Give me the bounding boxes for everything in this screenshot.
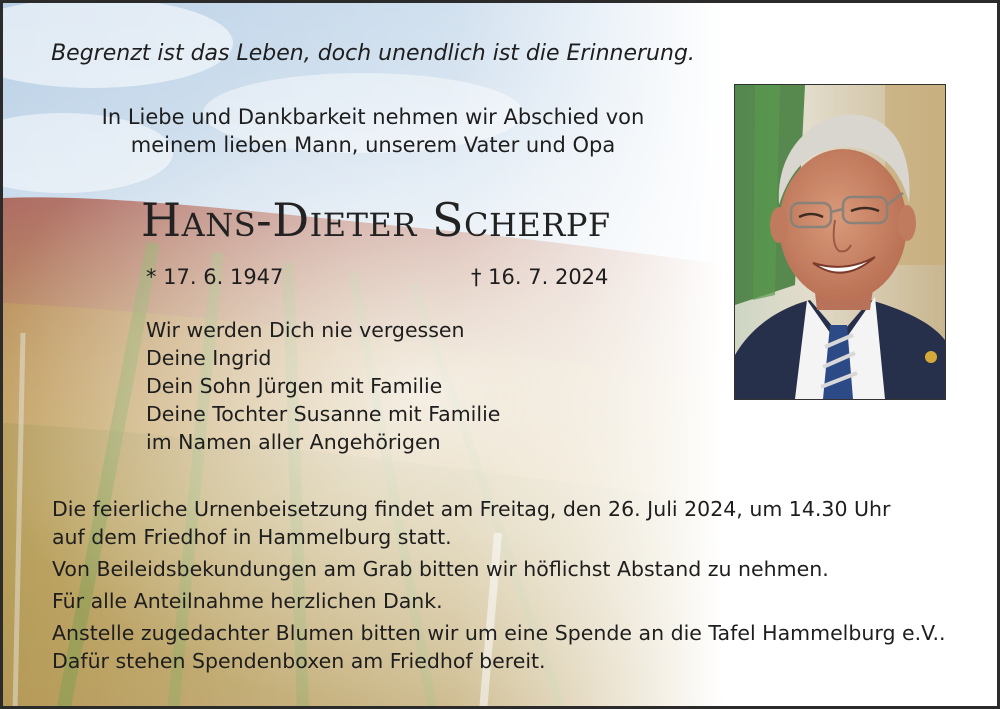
deceased-name: Hans-Dieter Scherpf (141, 193, 611, 247)
thanks-line: Für alle Anteilnahme herzlichen Dank. (52, 589, 443, 613)
portrait-illustration (735, 85, 945, 399)
condolences-line: Von Beileidsbekundungen am Grab bitten wir höflichst Abstand zu nehmen. (52, 557, 829, 581)
ceremony-line: auf dem Friedhof in Hammelburg statt. (52, 525, 452, 549)
mourner-line: Wir werden Dich nie vergessen (146, 318, 465, 342)
mourner-line: Dein Sohn Jürgen mit Familie (146, 374, 443, 398)
death-date: † 16. 7. 2024 (471, 265, 609, 289)
intro-line: In Liebe und Dankbarkeit nehmen wir Abschied von (101, 105, 645, 129)
donation-line: Anstelle zugedachter Blumen bitten wir um eine Spende an die Tafel Hammelburg e.V.. (52, 621, 946, 645)
memorial-motto: Begrenzt ist das Leben, doch unendlich ist die Erinnerung. (51, 41, 695, 66)
birth-date: * 17. 6. 1947 (146, 265, 284, 289)
mourner-line: Deine Ingrid (146, 346, 272, 370)
funeral-notice (52, 495, 946, 675)
intro-text (3, 103, 743, 159)
portrait-photo (734, 84, 946, 400)
mourners-list (146, 316, 500, 456)
mourner-line: Deine Tochter Susanne mit Familie (146, 402, 501, 426)
mourner-line: im Namen aller Angehörigen (146, 430, 441, 454)
donation-line: Dafür stehen Spendenboxen am Friedhof bereit. (52, 649, 546, 673)
intro-line: meinem lieben Mann, unserem Vater und Opa (130, 133, 616, 157)
ceremony-line: Die feierliche Urnenbeisetzung findet am Freitag, den 26. Juli 2024, um 14.30 Uhr (52, 497, 891, 521)
